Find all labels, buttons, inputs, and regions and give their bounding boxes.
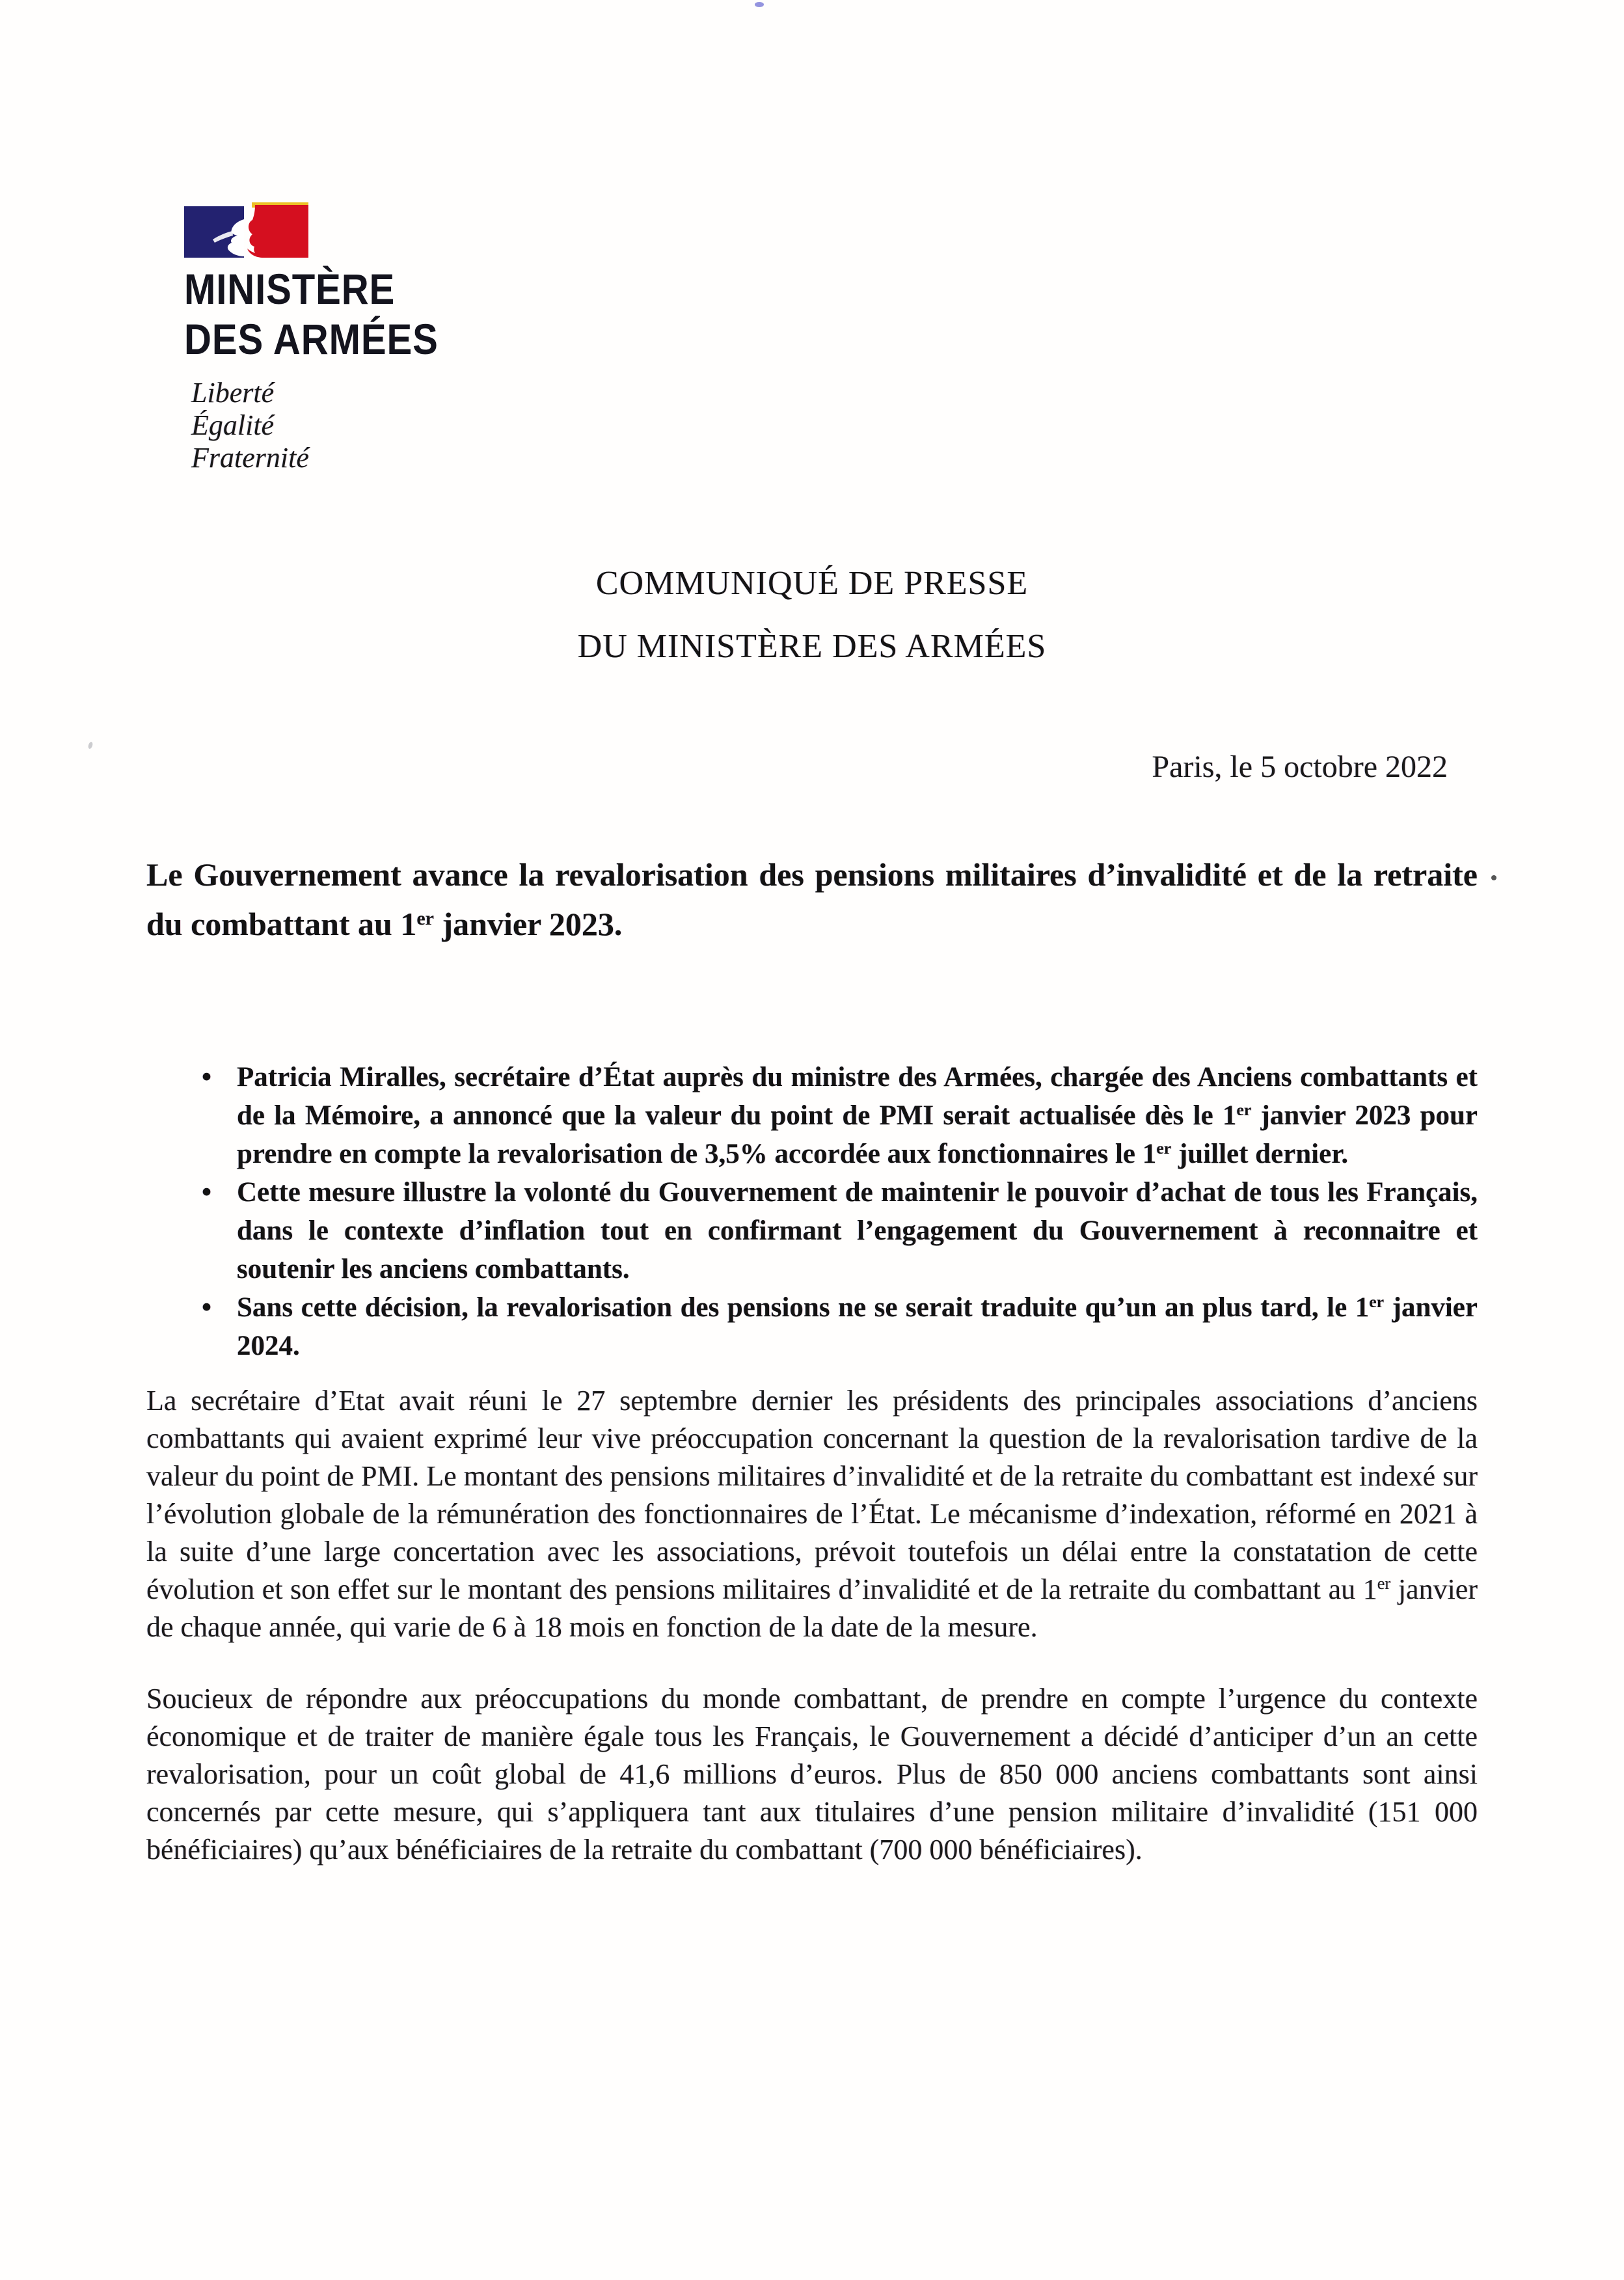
ministry-wordmark [184, 264, 439, 364]
document-title-line1: COMMUNIQUÉ DE PRESSE [595, 565, 1029, 602]
bullet-list [146, 1058, 1478, 1365]
bullet-item-3 [146, 1288, 1478, 1365]
body-paragraph-2: Soucieux de répondre aux préoccupations du monde combattant, de prendre en compte l’urgence du contexte économique et de traiter de manière égale tous les Français, le Gouvernement a décidé d’anticiper d’un an cette revalorisation, pour un coût global de 41,6 millions d’euros. Plus de 850 000 anciens combattants sont ainsi concernés par cette mesure, qui s’appliquera tant aux titulaires d’une pension militaire d’invalidité (151 000 bénéficiaires) qu’aux bénéficiaires de la retraite du combattant (700 000 bénéficiaires). [146, 1683, 1478, 1866]
french-flag-icon [184, 202, 308, 258]
ministry-wordmark-line2: DES ARMÉES [184, 315, 439, 363]
document-title [146, 552, 1478, 678]
headline: Le Gouvernement avance la revalorisation des pensions militaires d’invalidité et de la retraite du combattant au 1er janvier 2023. [146, 856, 1478, 942]
bullet-item-2 [146, 1173, 1478, 1288]
body-paragraph-1: La secrétaire d’Etat avait réuni le 27 septembre dernier les présidents des principales associations d’anciens combattants qui avaient exprimé leur vive préoccupation concernant la question de la revalorisation tardive de la valeur du point de PMI. Le montant des pensions militaires d’invalidité et de la retraite du combattant est indexé sur l’évolution globale de la rémunération des fonctionnaires de l’État. Le mécanisme d’indexation, réformé en 2021 à la suite d’une large concertation avec les associations, prévoit toutefois un délai entre la constatation de cette évolution et son effet sur le montant des pensions militaires d’invalidité et de la retraite du combattant au 1er janvier de chaque année, qui varie de 6 à 18 mois en fonction de la date de la mesure. [146, 1385, 1478, 1643]
scan-speck [1491, 875, 1496, 880]
scan-speck [87, 741, 93, 749]
document-title-line2: DU MINISTÈRE DES ARMÉES [577, 628, 1047, 665]
scan-speck [755, 2, 764, 7]
motto-egalite: Égalité [191, 409, 275, 441]
bullet-text-2: Cette mesure illustre la volonté du Gouvernement de maintenir le pouvoir d’achat de tous les Français, dans le contexte d’inflation tout en confirmant l’engagement du Gouvernement à reconnaitre et soutenir les anciens combattants. [237, 1177, 1478, 1284]
motto-fraternite: Fraternité [191, 442, 309, 474]
motto-liberte: Liberté [191, 377, 275, 409]
bullet-item-1 [146, 1058, 1478, 1173]
ministry-wordmark-line1: MINISTÈRE [184, 265, 396, 313]
bullet-text-3: Sans cette décision, la revalorisation des pensions ne se serait traduite qu’un an plus tard, le 1er janvier 2024. [237, 1292, 1478, 1361]
republic-motto [191, 377, 473, 474]
bullet-dot-icon: • [202, 1062, 212, 1092]
bullet-text-1: Patricia Miralles, secrétaire d’État auprès du ministre des Armées, chargée des Anciens combattants et de la Mémoire, a annoncé que la valeur du point de PMI serait actualisée dès le 1er janvier 2023 pour prendre en compte la revalorisation de 3,5% accordée aux fonctionnaires le 1er juillet dernier. [237, 1062, 1478, 1169]
bullet-dot-icon: • [202, 1177, 212, 1208]
dateline: Paris, le 5 octobre 2022 [1152, 750, 1448, 784]
ministry-logo-block [184, 202, 473, 474]
bullet-dot-icon: • [202, 1292, 212, 1323]
